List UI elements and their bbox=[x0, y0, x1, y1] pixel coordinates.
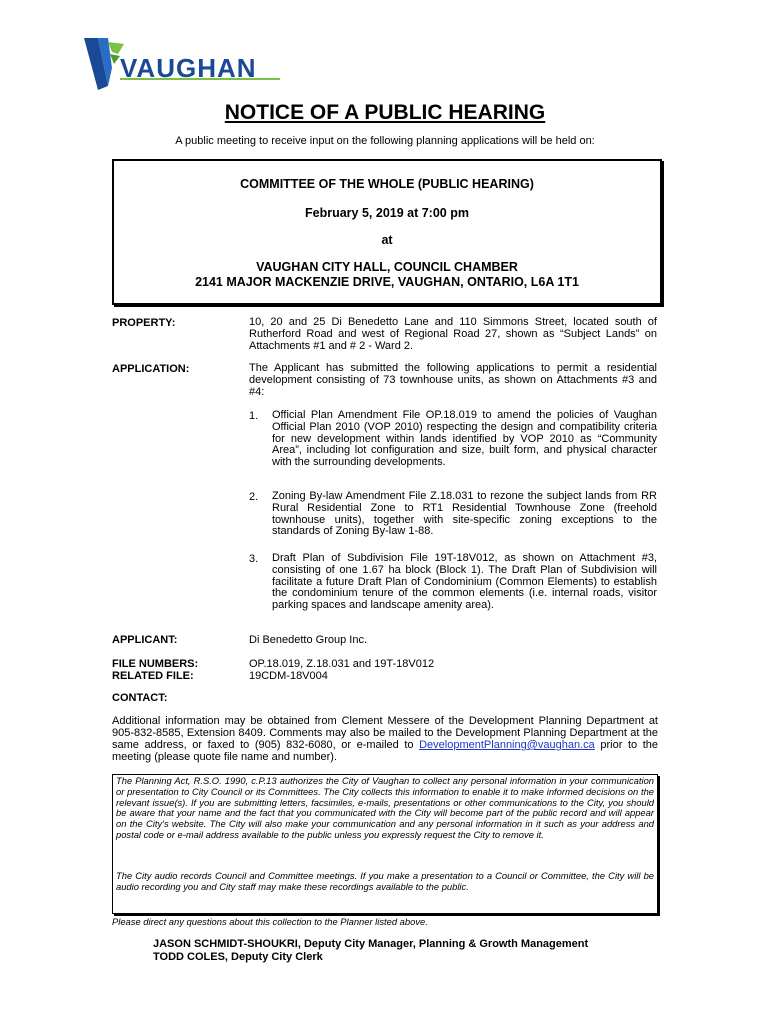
application-item-text: Draft Plan of Subdivision File 19T-18V012, as shown on Attachment #3, consisting of one 1.67 ha block (Block 1). The Draft Plan of Subdivision will facilitate a future Draft Plan of Condominium (Common Elements) to establish the condominium tenure of the common elements (i.e. internal roads, visitor parking spaces and landscape amenity area). bbox=[272, 552, 657, 612]
page-title: NOTICE OF A PUBLIC HEARING bbox=[224, 101, 546, 124]
application-item-text: Official Plan Amendment File OP.18.019 to amend the policies of Vaughan Official Plan 2010 (VOP 2010) respecting the design and compatibility criteria for new development within lands identified by VOP 2010 as “Community Area”, including lot configuration and size, built form, and physical character with the surrounding developments. bbox=[272, 409, 657, 469]
related-file-value: 19CDM-18V004 bbox=[249, 670, 328, 682]
applicant-value: Di Benedetto Group Inc. bbox=[249, 634, 368, 646]
contact-email-link[interactable]: DevelopmentPlanning@vaughan.ca bbox=[419, 739, 595, 751]
meeting-details-box bbox=[112, 159, 662, 305]
property-label: PROPERTY: bbox=[112, 317, 176, 329]
application-item-text: Zoning By-law Amendment File Z.18.031 to rezone the subject lands from RR Rural Residential Zone to RT1 Residential Townhouse Zone (freehold townhouse units), together with site-specific zoning exceptions to the standards of Zoning By-law 1-88. bbox=[272, 490, 657, 538]
application-label: APPLICATION: bbox=[112, 363, 190, 375]
privacy-notice-box bbox=[112, 774, 658, 914]
applicant-label: APPLICANT: bbox=[112, 634, 178, 646]
contact-text-after: prior to the meeting (please quote file name and number). bbox=[112, 739, 659, 763]
contact-text-before: Additional information may be obtained from Clement Messere of the Development Planning Department at 905-832-8585, Extension 8409. Comments may also be mailed to the Development Planning Department at the same address, or faxed to (905) 832-6080, or e-mailed to bbox=[112, 715, 658, 751]
meeting-at: at bbox=[381, 233, 393, 247]
signature-line: JASON SCHMIDT-SHOUKRI, Deputy City Manager, Planning & Growth Management bbox=[153, 938, 589, 950]
committee-name: COMMITTEE OF THE WHOLE (PUBLIC HEARING) bbox=[240, 177, 534, 191]
file-numbers-label: FILE NUMBERS: bbox=[112, 658, 199, 670]
meeting-date: February 5, 2019 at 7:00 pm bbox=[305, 206, 469, 220]
privacy-questions-note: Please direct any questions about this collection to the Planner listed above. bbox=[112, 916, 428, 927]
contact-text bbox=[112, 715, 658, 763]
meeting-venue: VAUGHAN CITY HALL, COUNCIL CHAMBER bbox=[256, 260, 518, 274]
privacy-paragraph: The Planning Act, R.S.O. 1990, c.P.13 authorizes the City of Vaughan to collect any personal information in your communication or presentation to City Council or its Committees. The City collects this information to enable it to make informed decisions on the relevant issue(s). If you are submitting letters, facsimiles, e-mails, presentations or other communications to the City, you should be aware that your name and the fact that you communicated with the City will become part of the public record and will appear on the City's website. The City will also make your communication and any personal information in it such as your address and postal code or e-mail address available to the public unless you expressly request the City to remove it. bbox=[116, 775, 654, 840]
intro-text: A public meeting to receive input on the following planning applications will be held on: bbox=[175, 135, 595, 147]
vaughan-logo-text: VAUGHAN bbox=[120, 53, 257, 83]
application-item-number: 1. bbox=[249, 410, 259, 422]
application-item-number: 2. bbox=[249, 491, 259, 503]
signature-line: TODD COLES, Deputy City Clerk bbox=[153, 951, 323, 963]
property-text: 10, 20 and 25 Di Benedetto Lane and 110 Simmons Street, located south of Rutherford Road and west of Regional Road 27, shown as “Subject Lands” on Attachments #1 and # 2 - Ward 2. bbox=[249, 316, 657, 352]
application-text: The Applicant has submitted the following applications to permit a residential development consisting of 73 townhouse units, as shown on Attachments #3 and #4: bbox=[249, 362, 657, 398]
privacy-paragraph: The City audio records Council and Committee meetings. If you make a presentation to a Council or Committee, the City will be audio recording you and City staff may make these recordings available to the public. bbox=[116, 870, 654, 892]
related-file-label: RELATED FILE: bbox=[112, 670, 194, 682]
meeting-address: 2141 MAJOR MACKENZIE DRIVE, VAUGHAN, ONTARIO, L6A 1T1 bbox=[195, 275, 579, 289]
file-numbers-value: OP.18.019, Z.18.031 and 19T-18V012 bbox=[249, 658, 435, 670]
contact-label: CONTACT: bbox=[112, 692, 168, 704]
application-item-number: 3. bbox=[249, 553, 259, 565]
